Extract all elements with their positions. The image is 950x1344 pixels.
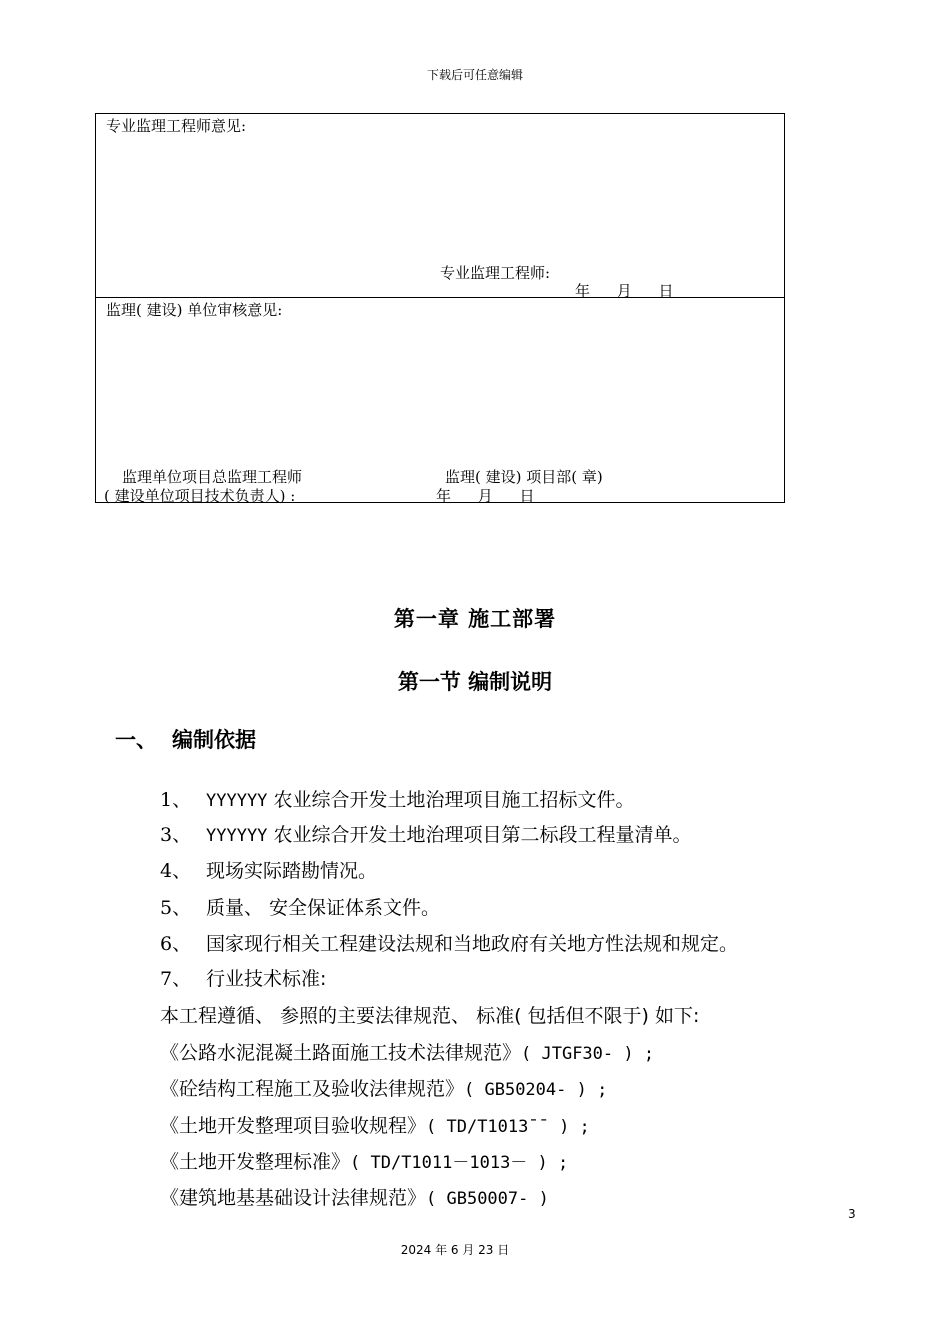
list-item-index: 7、 bbox=[160, 968, 192, 990]
list-item-text: 质量、 安全保证体系文件。 bbox=[206, 897, 441, 919]
standard-name: 《土地开发整理标准》 bbox=[160, 1151, 351, 1173]
form-divider bbox=[95, 297, 785, 298]
list-item bbox=[160, 964, 326, 991]
standard-item bbox=[160, 1147, 568, 1174]
section-title: 第一节 编制说明 bbox=[397, 670, 553, 694]
unit-review-date: 年 月 日 bbox=[436, 487, 535, 505]
standard-item bbox=[160, 1038, 654, 1065]
list-item-index: 3、 bbox=[160, 824, 192, 846]
standard-code: ( GB50204- ) ; bbox=[464, 1080, 608, 1100]
list-item-prefix: YYYYYY bbox=[206, 791, 268, 811]
standard-code: ( TD/T1011－1013－ ) ; bbox=[350, 1153, 569, 1173]
standard-item bbox=[160, 1074, 607, 1101]
list-item-text: 国家现行相关工程建设法规和当地政府有关地方性法规和规定。 bbox=[206, 933, 739, 955]
subsection-title bbox=[115, 724, 256, 754]
engineer-signer-label: 专业监理工程师: bbox=[440, 264, 551, 282]
standard-code: ( JTGF30- ) ; bbox=[521, 1044, 655, 1064]
unit-review-label: 监理( 建设) 单位审核意见: bbox=[106, 301, 283, 319]
chapter-title: 第一章 施工部署 bbox=[393, 607, 557, 631]
list-item-text: 现场实际踏勘情况。 bbox=[206, 860, 378, 882]
standard-item bbox=[160, 1111, 590, 1138]
subsection-text: 编制依据 bbox=[172, 728, 256, 752]
footer-date: 2024 年 6 月 23 日 bbox=[400, 1243, 510, 1257]
tech-lead-label: ( 建设单位项目技术负责人) : bbox=[104, 487, 296, 505]
list-item-text: 行业技术标准: bbox=[206, 968, 327, 990]
standards-intro: 本工程遵循、 参照的主要法律规范、 标准( 包括但不限于) 如下: bbox=[160, 1005, 700, 1027]
subsection-number: 一、 bbox=[115, 728, 157, 752]
list-item bbox=[160, 785, 634, 812]
list-item-text: 农业综合开发土地治理项目第二标段工程量清单。 bbox=[267, 824, 692, 846]
header-note: 下载后可任意编辑 bbox=[426, 68, 523, 82]
page-number: 3 bbox=[848, 1207, 856, 1221]
list-item bbox=[160, 820, 691, 847]
standard-name: 《公路水泥混凝土路面施工技术法律规范》 bbox=[160, 1042, 522, 1064]
list-item-prefix: YYYYYY bbox=[206, 826, 268, 846]
list-item bbox=[160, 856, 377, 883]
project-dept-seal-label: 监理( 建设) 项目部( 章) bbox=[445, 468, 603, 486]
engineer-opinion-label: 专业监理工程师意见: bbox=[106, 117, 247, 135]
list-item-text: 农业综合开发土地治理项目施工招标文件。 bbox=[267, 789, 635, 811]
standard-name: 《砼结构工程施工及验收法律规范》 bbox=[160, 1078, 465, 1100]
list-item-index: 5、 bbox=[160, 897, 192, 919]
list-item bbox=[160, 893, 440, 920]
standard-item bbox=[160, 1183, 549, 1210]
chief-engineer-label: 监理单位项目总监理工程师 bbox=[122, 468, 303, 486]
standard-code: ( GB50007- ) bbox=[426, 1189, 549, 1209]
standard-code: ( TD/T1013¯¯ ) ; bbox=[426, 1117, 590, 1137]
standard-name: 《土地开发整理项目验收规程》 bbox=[160, 1115, 427, 1137]
list-item bbox=[160, 929, 738, 956]
standard-name: 《建筑地基基础设计法律规范》 bbox=[160, 1187, 427, 1209]
list-item-index: 1、 bbox=[160, 789, 192, 811]
list-item-index: 6、 bbox=[160, 933, 192, 955]
list-item-index: 4、 bbox=[160, 860, 192, 882]
engineer-date: 年 月 日 bbox=[575, 282, 674, 300]
